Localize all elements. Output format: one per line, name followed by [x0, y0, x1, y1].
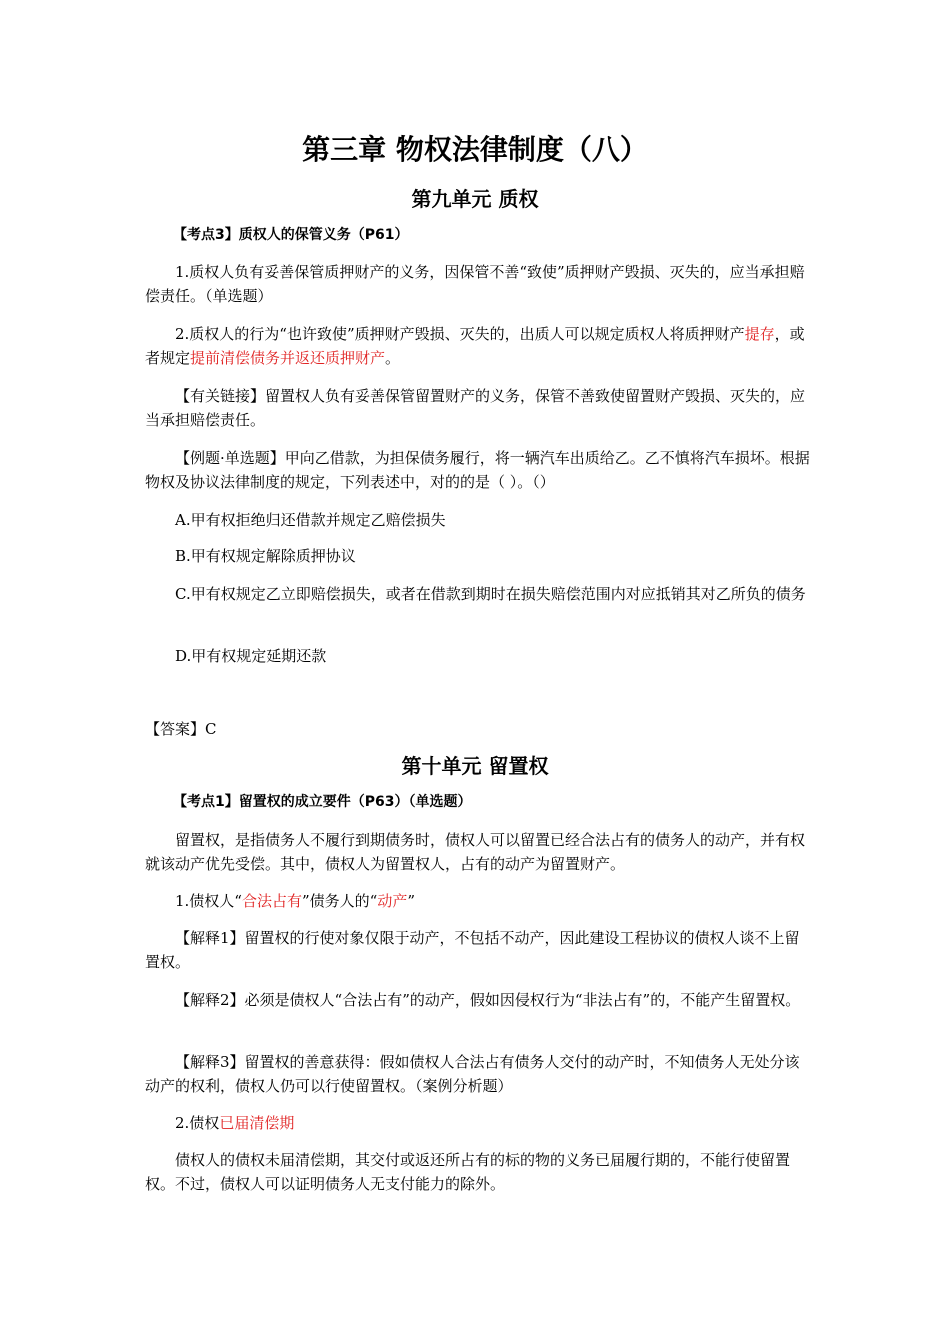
- req2-highlight-due: 已届清偿期: [219, 1114, 295, 1132]
- req1-text-a: 1.债权人“: [175, 892, 242, 910]
- req1-text-b: ”债务人的“: [302, 892, 378, 910]
- req1-highlight-lawful: 合法占有: [241, 892, 302, 910]
- unit10-kaodian: 【考点1】留置权的成立要件（P63）（单选题）: [173, 794, 472, 810]
- related-link-para: 【有关链接】留置权人负有妥善保管留置财产的义务，保管不善致使留置财产毁损、灭失的，应当承担赔偿责任。: [145, 387, 806, 429]
- unit9-para2: [145, 322, 810, 370]
- explanation-3: 【解释3】留置权的善意获得：假如债权人合法占有债务人交付的动产时，不知债务人无处分该动产的权利，债权人仍可以行使留置权。（案例分析题）: [145, 1053, 800, 1095]
- answer: 【答案】C: [145, 720, 217, 738]
- option-d: D.甲有权规定延期还款: [175, 647, 327, 665]
- chapter-title: 第三章 物权法律制度（八）: [302, 133, 648, 166]
- req1-text-c: ”: [407, 892, 416, 910]
- explanation-1: 【解释1】留置权的行使对象仅限于动产，不包括不动产，因此建设工程协议的债权人谈不上留置权。: [145, 929, 800, 971]
- req2-text: 2.债权: [175, 1114, 220, 1132]
- explanation-2: 【解释2】必须是债权人“合法占有”的动产，假如因侵权行为“非法占有”的，不能产生留置权。: [175, 991, 801, 1009]
- unit9-heading: 第九单元 质权: [411, 187, 539, 211]
- para2-text-a: 2.质权人的行为“也许致使”质押财产毁损、灭失的，出质人可以规定质权人将质押财产: [175, 325, 745, 343]
- option-b: B.甲有权规定解除质押协议: [175, 547, 356, 565]
- para2-text-c: 。: [385, 349, 401, 367]
- unit9-para1: 1.质权人负有妥善保管质押财产的义务，因保管不善“致使”质押财产毁损、灭失的，应当承担赔偿责任。（单选题）: [145, 263, 805, 305]
- option-c: C.甲有权规定乙立即赔偿损失，或者在借款到期时在损失赔偿范围内对应抵销其对乙所负的债务: [175, 585, 806, 603]
- requirement-1: [145, 889, 810, 913]
- requirement-2: [145, 1111, 810, 1135]
- lien-definition: 留置权，是指债务人不履行到期债务时，债权人可以留置已经合法占有的债务人的动产，并有权就该动产优先受偿。其中，债权人为留置权人，占有的动产为留置财产。: [145, 831, 806, 873]
- requirement-2-text: 债权人的债权未届清偿期，其交付或返还所占有的标的物的义务已届履行期的，不能行使留置权。不过，债权人可以证明债务人无支付能力的除外。: [145, 1151, 791, 1193]
- req1-highlight-movable: 动产: [377, 892, 408, 910]
- example-question: 【例题·单选题】甲向乙借款，为担保债务履行，将一辆汽车出质给乙。乙不慎将汽车损坏。根据物权及协议法律制度的规定，下列表述中，对的的是（ ）。（）: [145, 449, 810, 491]
- para2-highlight-return: 提前清偿债务并返还质押财产: [190, 349, 386, 367]
- unit10-heading: 第十单元 留置权: [401, 754, 549, 778]
- para2-text-b: ，或者规定: [145, 325, 805, 367]
- unit9-kaodian: 【考点3】质权人的保管义务（P61）: [173, 227, 409, 243]
- option-a: A.甲有权拒绝归还借款并规定乙赔偿损失: [175, 511, 446, 529]
- para2-highlight-tiCun: 提存: [744, 325, 775, 343]
